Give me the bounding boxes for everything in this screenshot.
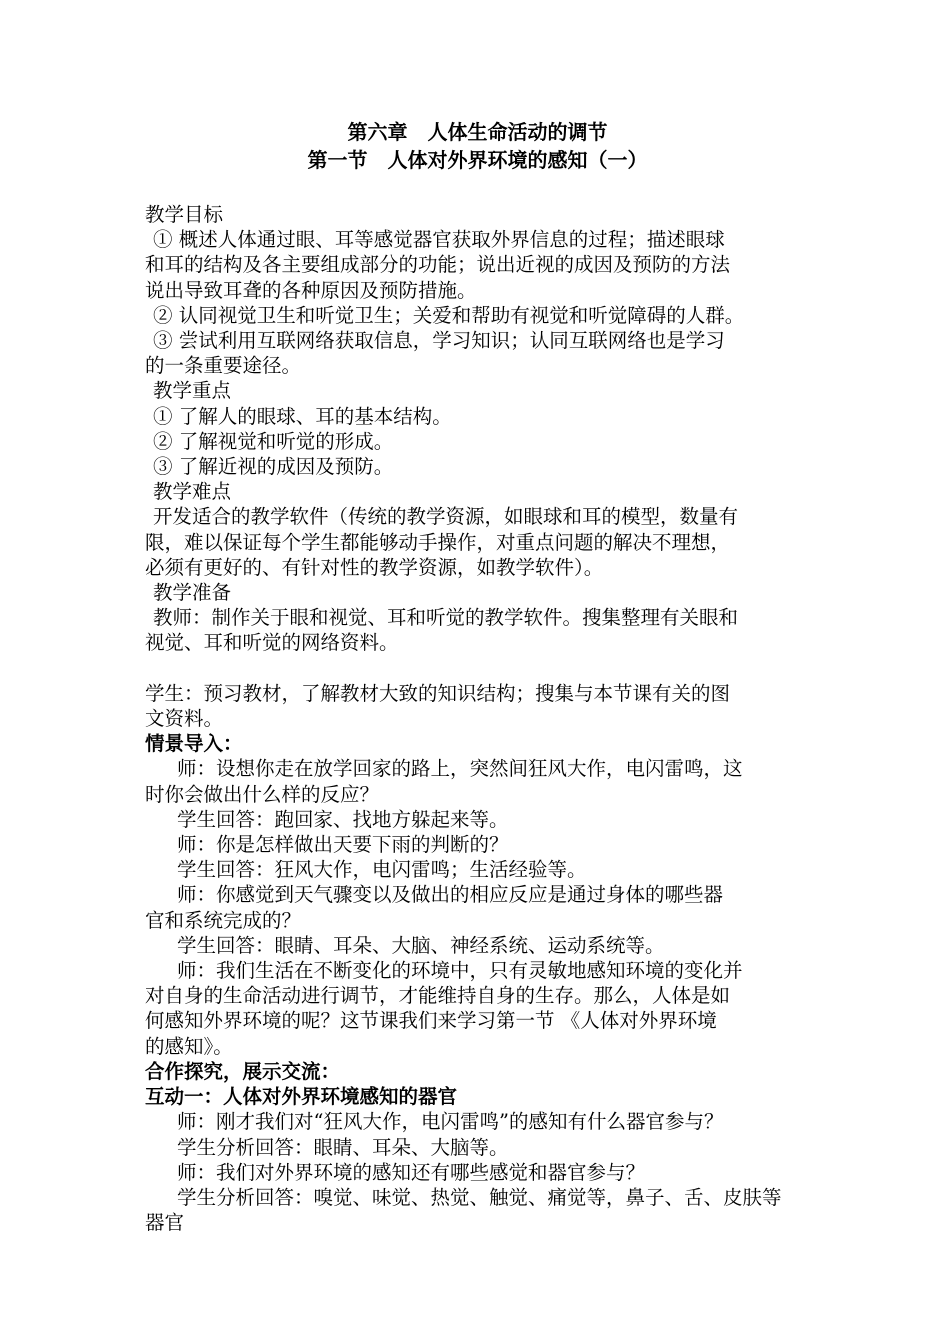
student-prep-line-2: 文资料。 — [145, 707, 224, 731]
intro-line: 学生回答：狂风大作，电闪雷鸣；生活经验等。 — [177, 858, 587, 882]
objective-1-line-3: 说出导致耳聋的各种原因及预防措施。 — [145, 278, 477, 302]
intro-line: 师：你感觉到天气骤变以及做出的相应反应是通过身体的哪些器 — [177, 883, 724, 907]
blank-line — [145, 656, 810, 681]
intro-line: 何感知外界环境的呢？这节课我们来学习第一节 《人体对外界环境 — [145, 1009, 717, 1033]
section-title: 第一节 人体对外界环境的感知（一） — [307, 148, 648, 172]
key-point-2: ② 了解视觉和听觉的形成。 — [153, 429, 394, 453]
interaction-1-heading: 互动一：人体对外界环境感知的器官 — [145, 1085, 458, 1109]
intro-heading: 情景导入： — [145, 732, 243, 756]
intro-line: 时你会做出什么样的反应？ — [145, 782, 380, 806]
intro-line: 师：设想你走在放学回家的路上，突然间狂风大作，电闪雷鸣，这 — [177, 757, 743, 781]
key-point-3: ③ 了解近视的成因及预防。 — [153, 455, 394, 479]
intro-dialogue — [145, 756, 810, 1058]
objective-1-line-2: 和耳的结构及各主要组成部分的功能；说出近视的成因及预防的方法 — [145, 253, 731, 277]
intro-line: 官和系统完成的？ — [145, 908, 302, 932]
objective-3-line-2: 的一条重要途径。 — [145, 354, 302, 378]
intro-line: 对自身的生命活动进行调节，才能维持自身的生存。那么，人体是如 — [145, 984, 731, 1008]
preparation-heading: 教学准备 — [153, 581, 232, 605]
objectives-heading: 教学目标 — [145, 203, 224, 226]
chapter-title: 第六章 人体生命活动的调节 — [347, 120, 608, 144]
objective-2: ② 认同视觉卫生和听觉卫生；关爱和帮助有视觉和听觉障碍的人群。 — [153, 303, 745, 327]
key-point-1: ① 了解人的眼球、耳的基本结构。 — [153, 404, 452, 428]
difficulty-line-2: 限，难以保证每个学生都能够动手操作，对重点问题的解决不理想， — [145, 530, 731, 554]
difficulties-heading: 教学难点 — [153, 480, 232, 504]
objective-3-line-1: ③ 尝试利用互联网络获取信息，学习知识；认同互联网络也是学习 — [153, 329, 725, 353]
explore-heading: 合作探究，展示交流： — [145, 1059, 341, 1083]
difficulty-line-3: 必须有更好的、有针对性的教学资源，如教学软件）。 — [145, 555, 604, 579]
intro-line: 师：我们生活在不断变化的环境中，只有灵敏地感知环境的变化并 — [177, 959, 743, 983]
student-prep-line-1: 学生：预习教材，了解教材大致的知识结构；搜集与本节课有关的图 — [145, 681, 731, 705]
explore-line: 师：刚才我们对“狂风大作，电闪雷鸣”的感知有什么器官参与？ — [177, 1110, 724, 1134]
intro-line: 学生回答：跑回家、找地方躲起来等。 — [177, 807, 509, 831]
teacher-prep-line-2: 视觉、耳和听觉的网络资料。 — [145, 631, 399, 655]
explore-line: 学生分析回答：眼睛、耳朵、大脑等。 — [177, 1135, 509, 1159]
difficulty-line-1: 开发适合的教学软件（传统的教学资源，如眼球和耳的模型，数量有 — [153, 505, 739, 529]
objective-1-line-1: ① 概述人体通过眼、耳等感觉器官获取外界信息的过程；描述眼球 — [153, 228, 725, 252]
title-spacer — [145, 174, 810, 202]
explore-dialogue — [145, 1109, 810, 1235]
teacher-prep-line-1: 教师：制作关于眼和视觉、耳和听觉的教学软件。搜集整理有关眼和 — [153, 606, 739, 630]
explore-line: 学生分析回答：嗅觉、味觉、热觉、触觉、痛觉等，鼻子、舌、皮肤等 — [177, 1185, 782, 1209]
explore-line: 器官 — [145, 1211, 185, 1235]
intro-line: 的感知》。 — [145, 1034, 233, 1058]
intro-line: 学生回答：眼睛、耳朵、大脑、神经系统、运动系统等。 — [177, 933, 665, 957]
key-points-heading: 教学重点 — [153, 379, 232, 403]
document-page — [145, 118, 810, 1235]
explore-line: 师：我们对外界环境的感知还有哪些感觉和器官参与？ — [177, 1160, 646, 1184]
intro-line: 师：你是怎样做出天要下雨的判断的？ — [177, 833, 509, 857]
